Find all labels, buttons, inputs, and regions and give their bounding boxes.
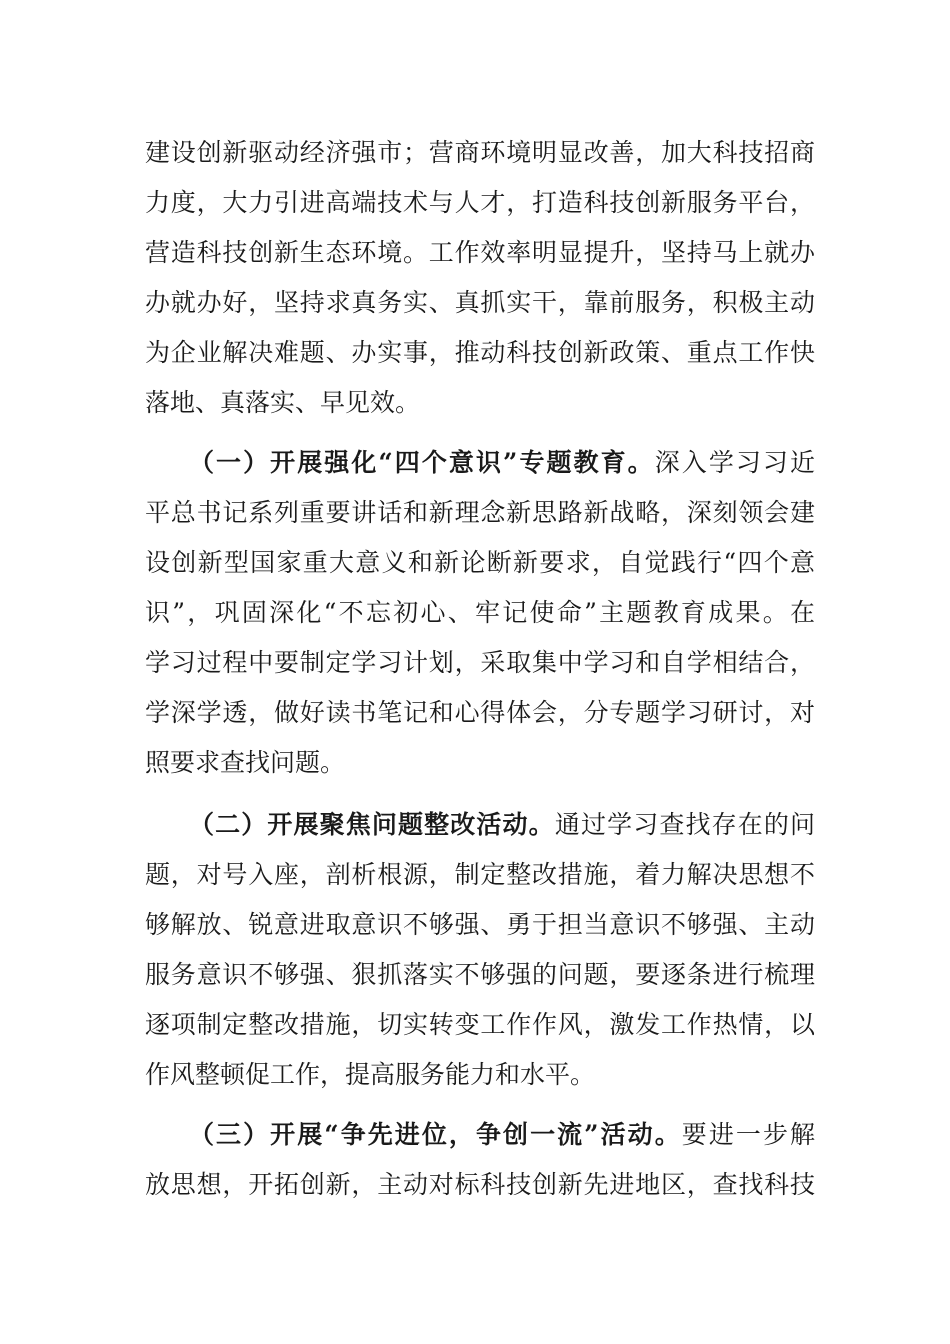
paragraph-intro-continuation — [145, 128, 815, 428]
text-line: 识”，巩固深化“不忘初心、牢记使命”主题教育成果。在 — [145, 598, 815, 627]
section-heading: （一）开展强化“四个意识”专题教育。 — [189, 448, 655, 477]
text-line: 作风整顿促工作，提高服务能力和水平。 — [145, 1060, 596, 1089]
heading-followup-text: 深入学习习近 — [654, 448, 815, 477]
text-line: 服务意识不够强、狠抓落实不够强的问题，要逐条进行梳理 — [145, 960, 815, 989]
text-line: 学深学透，做好读书笔记和心得体会，分专题学习研讨，对 — [145, 698, 815, 727]
paragraph-first-line — [145, 800, 815, 850]
text-line: 建设创新驱动经济强市；营商环境明显改善，加大科技招商 — [145, 138, 815, 167]
text-line: 为企业解决难题、办实事，推动科技创新政策、重点工作快 — [145, 338, 815, 367]
text-line: 学习过程中要制定学习计划，采取集中学习和自学相结合， — [145, 648, 815, 677]
heading-followup-text: 要进一步解 — [681, 1120, 815, 1149]
section-heading: （三）开展“争先进位，争创一流”活动。 — [189, 1120, 682, 1149]
text-line: 平总书记系列重要讲话和新理念新思路新战略，深刻领会建 — [145, 498, 815, 527]
paragraph-first-line — [145, 438, 815, 488]
text-line: 落地、真落实、早见效。 — [145, 388, 421, 417]
paragraph-first-line — [145, 1110, 815, 1160]
text-line: 放思想，开拓创新，主动对标科技创新先进地区，查找科技 — [145, 1170, 815, 1199]
text-line: 办就办好，坚持求真务实、真抓实干，靠前服务，积极主动 — [145, 288, 815, 317]
text-line: 逐项制定整改措施，切实转变工作作风，激发工作热情，以 — [145, 1010, 815, 1039]
text-line: 题，对号入座，剖析根源，制定整改措施，着力解决思想不 — [145, 860, 815, 889]
section-heading: （二）开展聚焦问题整改活动。 — [189, 810, 555, 839]
paragraph-section-2 — [145, 800, 815, 1100]
paragraph-section-3 — [145, 1110, 815, 1210]
heading-followup-text: 通过学习查找存在的问 — [554, 810, 815, 839]
text-line: 力度，大力引进高端技术与人才，打造科技创新服务平台， — [145, 188, 815, 217]
text-line: 照要求查找问题。 — [145, 748, 346, 777]
text-line: 够解放、锐意进取意识不够强、勇于担当意识不够强、主动 — [145, 910, 815, 939]
text-line: 营造科技创新生态环境。工作效率明显提升，坚持马上就办 — [145, 238, 815, 267]
paragraph-section-1 — [145, 438, 815, 788]
text-line: 设创新型国家重大意义和新论断新要求，自觉践行“四个意 — [145, 548, 815, 577]
